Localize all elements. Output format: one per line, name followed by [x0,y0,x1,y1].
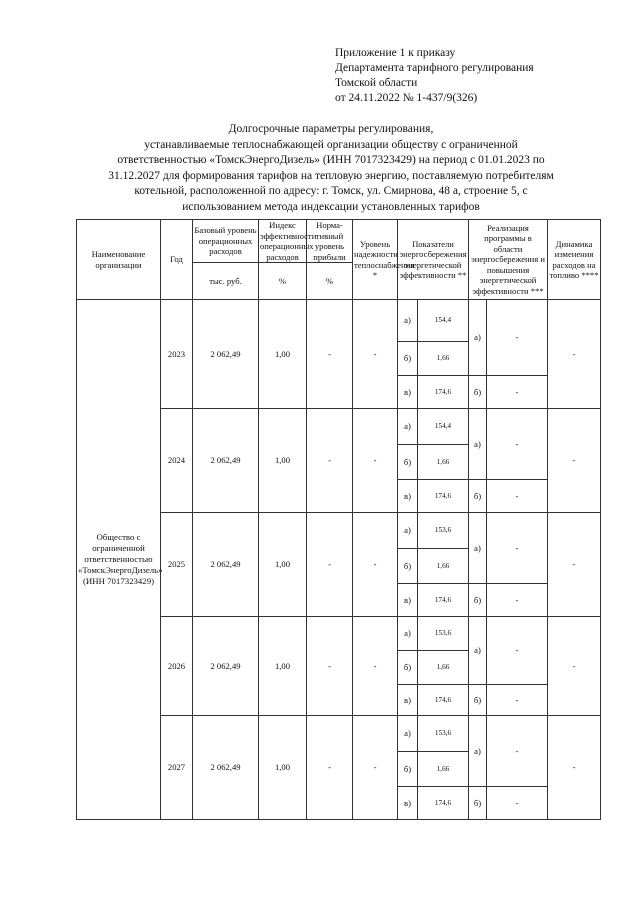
program-value-cell: - [487,376,548,409]
energy-label-cell: а) [398,300,418,342]
energy-value-cell: 153,6 [418,513,469,549]
unit-base: тыс. руб. [193,263,259,300]
efficiency-index-cell: 1,00 [259,617,307,716]
title-line: Долгосрочные параметры регулирования, [228,123,434,135]
energy-value-cell: 1,66 [418,342,469,376]
title-line: 31.12.2027 для формирования тарифов на тепловую энергию, поставляемую потребителям [108,169,554,182]
energy-label-cell: а) [398,617,418,651]
profit-level-cell: - [307,617,353,716]
energy-label-cell: в) [398,787,418,820]
program-label-cell: б) [469,685,487,716]
program-value-cell: - [487,480,548,513]
reliability-cell: - [353,617,398,716]
program-value-cell: - [487,716,548,787]
energy-value-cell: 1,66 [418,445,469,480]
energy-value-cell: 174,6 [418,584,469,617]
profit-level-cell: - [307,716,353,820]
year-cell: 2025 [161,513,193,617]
energy-value-cell: 153,6 [418,617,469,651]
energy-value-cell: 1,66 [418,651,469,685]
program-label-cell: б) [469,376,487,409]
fuel-dynamics-cell: - [548,300,601,409]
program-value-cell: - [487,300,548,376]
energy-label-cell: б) [398,342,418,376]
energy-label-cell: а) [398,716,418,752]
energy-label-cell: а) [398,409,418,445]
reliability-cell: - [353,409,398,513]
title-line: ответственностью «ТомскЭнергоДизель» (ИНН 7017323429) на период с 01.01.2023 по [117,154,545,166]
program-value-cell: - [487,584,548,617]
fuel-dynamics-cell: - [548,513,601,617]
program-label-cell: б) [469,584,487,617]
profit-level-cell: - [307,409,353,513]
program-value-cell: - [487,513,548,584]
energy-label-cell: б) [398,651,418,685]
efficiency-index-cell: 1,00 [259,409,307,513]
year-cell: 2026 [161,617,193,716]
profit-level-cell: - [307,300,353,409]
energy-value-cell: 153,6 [418,716,469,752]
header-year: Год [161,220,193,300]
energy-value-cell: 1,66 [418,549,469,584]
energy-label-cell: в) [398,584,418,617]
energy-label-cell: а) [398,513,418,549]
program-label-cell: а) [469,513,487,584]
energy-label-cell: в) [398,480,418,513]
energy-value-cell: 154,4 [418,300,469,342]
base-costs-cell: 2 062,49 [193,300,259,409]
program-label-cell: а) [469,409,487,480]
program-value-cell: - [487,685,548,716]
header-program: Реализация программы в области энергосбережения и повышения энергетической эффективности *** [469,220,548,300]
energy-label-cell: в) [398,376,418,409]
energy-value-cell: 174,6 [418,787,469,820]
appendix-line: Департамента тарифного регулирования [335,62,534,74]
base-costs-cell: 2 062,49 [193,409,259,513]
org-name-cell: Общество с ограниченной ответственностью «ТомскЭнергоДизель» (ИНН 7017323429) [77,300,161,820]
title-line: устанавливаемые теплоснабжающей организации обществу с ограниченной [144,138,518,151]
header-reliability: Уровень надежности теплоснабжения * [353,220,398,300]
year-cell: 2027 [161,716,193,820]
program-value-cell: - [487,617,548,685]
unit-index: % [259,263,307,300]
energy-label-cell: б) [398,549,418,584]
program-label-cell: б) [469,787,487,820]
year-cell: 2023 [161,300,193,409]
fuel-dynamics-cell: - [548,617,601,716]
reliability-cell: - [353,300,398,409]
header-fuel-dynamics: Динамика изменения расходов на топливо **** [548,220,601,300]
program-label-cell: а) [469,617,487,685]
base-costs-cell: 2 062,49 [193,716,259,820]
unit-profit: % [307,263,353,300]
appendix-line: Приложение 1 к приказу [335,47,456,59]
base-costs-cell: 2 062,49 [193,617,259,716]
program-label-cell: а) [469,716,487,787]
program-value-cell: - [487,409,548,480]
reliability-cell: - [353,716,398,820]
header-efficiency-index: Индекс эффективности операционных расходов [260,220,317,262]
appendix-block [335,46,534,106]
efficiency-index-cell: 1,00 [259,716,307,820]
table-row [77,300,601,342]
table-body [77,300,601,820]
energy-value-cell: 1,66 [418,752,469,787]
profit-level-cell: - [307,513,353,617]
energy-value-cell: 174,6 [418,480,469,513]
energy-label-cell: б) [398,445,418,480]
efficiency-index-cell: 1,00 [259,300,307,409]
title-line: использованием метода индексации установленных тарифов [182,200,480,213]
efficiency-index-cell: 1,00 [259,513,307,617]
program-label-cell: а) [469,300,487,376]
document-title [76,122,586,215]
energy-label-cell: в) [398,685,418,716]
title-line: котельной, расположенной по адресу: г. Томск, ул. Смирнова, 48 а, строение 5, с [134,185,528,197]
energy-value-cell: 174,6 [418,376,469,409]
header-profit-level: Норма-тивный уровень прибыли [307,220,353,263]
energy-label-cell: б) [398,752,418,787]
appendix-line: от 24.11.2022 № 1-437/9(326) [335,92,478,104]
header-energy-indicators: Показатели энергосбережения энергетической эффективности ** [398,220,469,300]
header-base-costs: Базовый уровень операционных расходов [193,220,259,263]
header-org: Наименование организации [77,220,161,300]
energy-value-cell: 174,6 [418,685,469,716]
program-value-cell: - [487,787,548,820]
parameters-table [76,219,601,820]
appendix-line: Томской области [335,77,418,89]
program-label-cell: б) [469,480,487,513]
fuel-dynamics-cell: - [548,409,601,513]
energy-value-cell: 154,4 [418,409,469,445]
fuel-dynamics-cell: - [548,716,601,820]
year-cell: 2024 [161,409,193,513]
base-costs-cell: 2 062,49 [193,513,259,617]
reliability-cell: - [353,513,398,617]
